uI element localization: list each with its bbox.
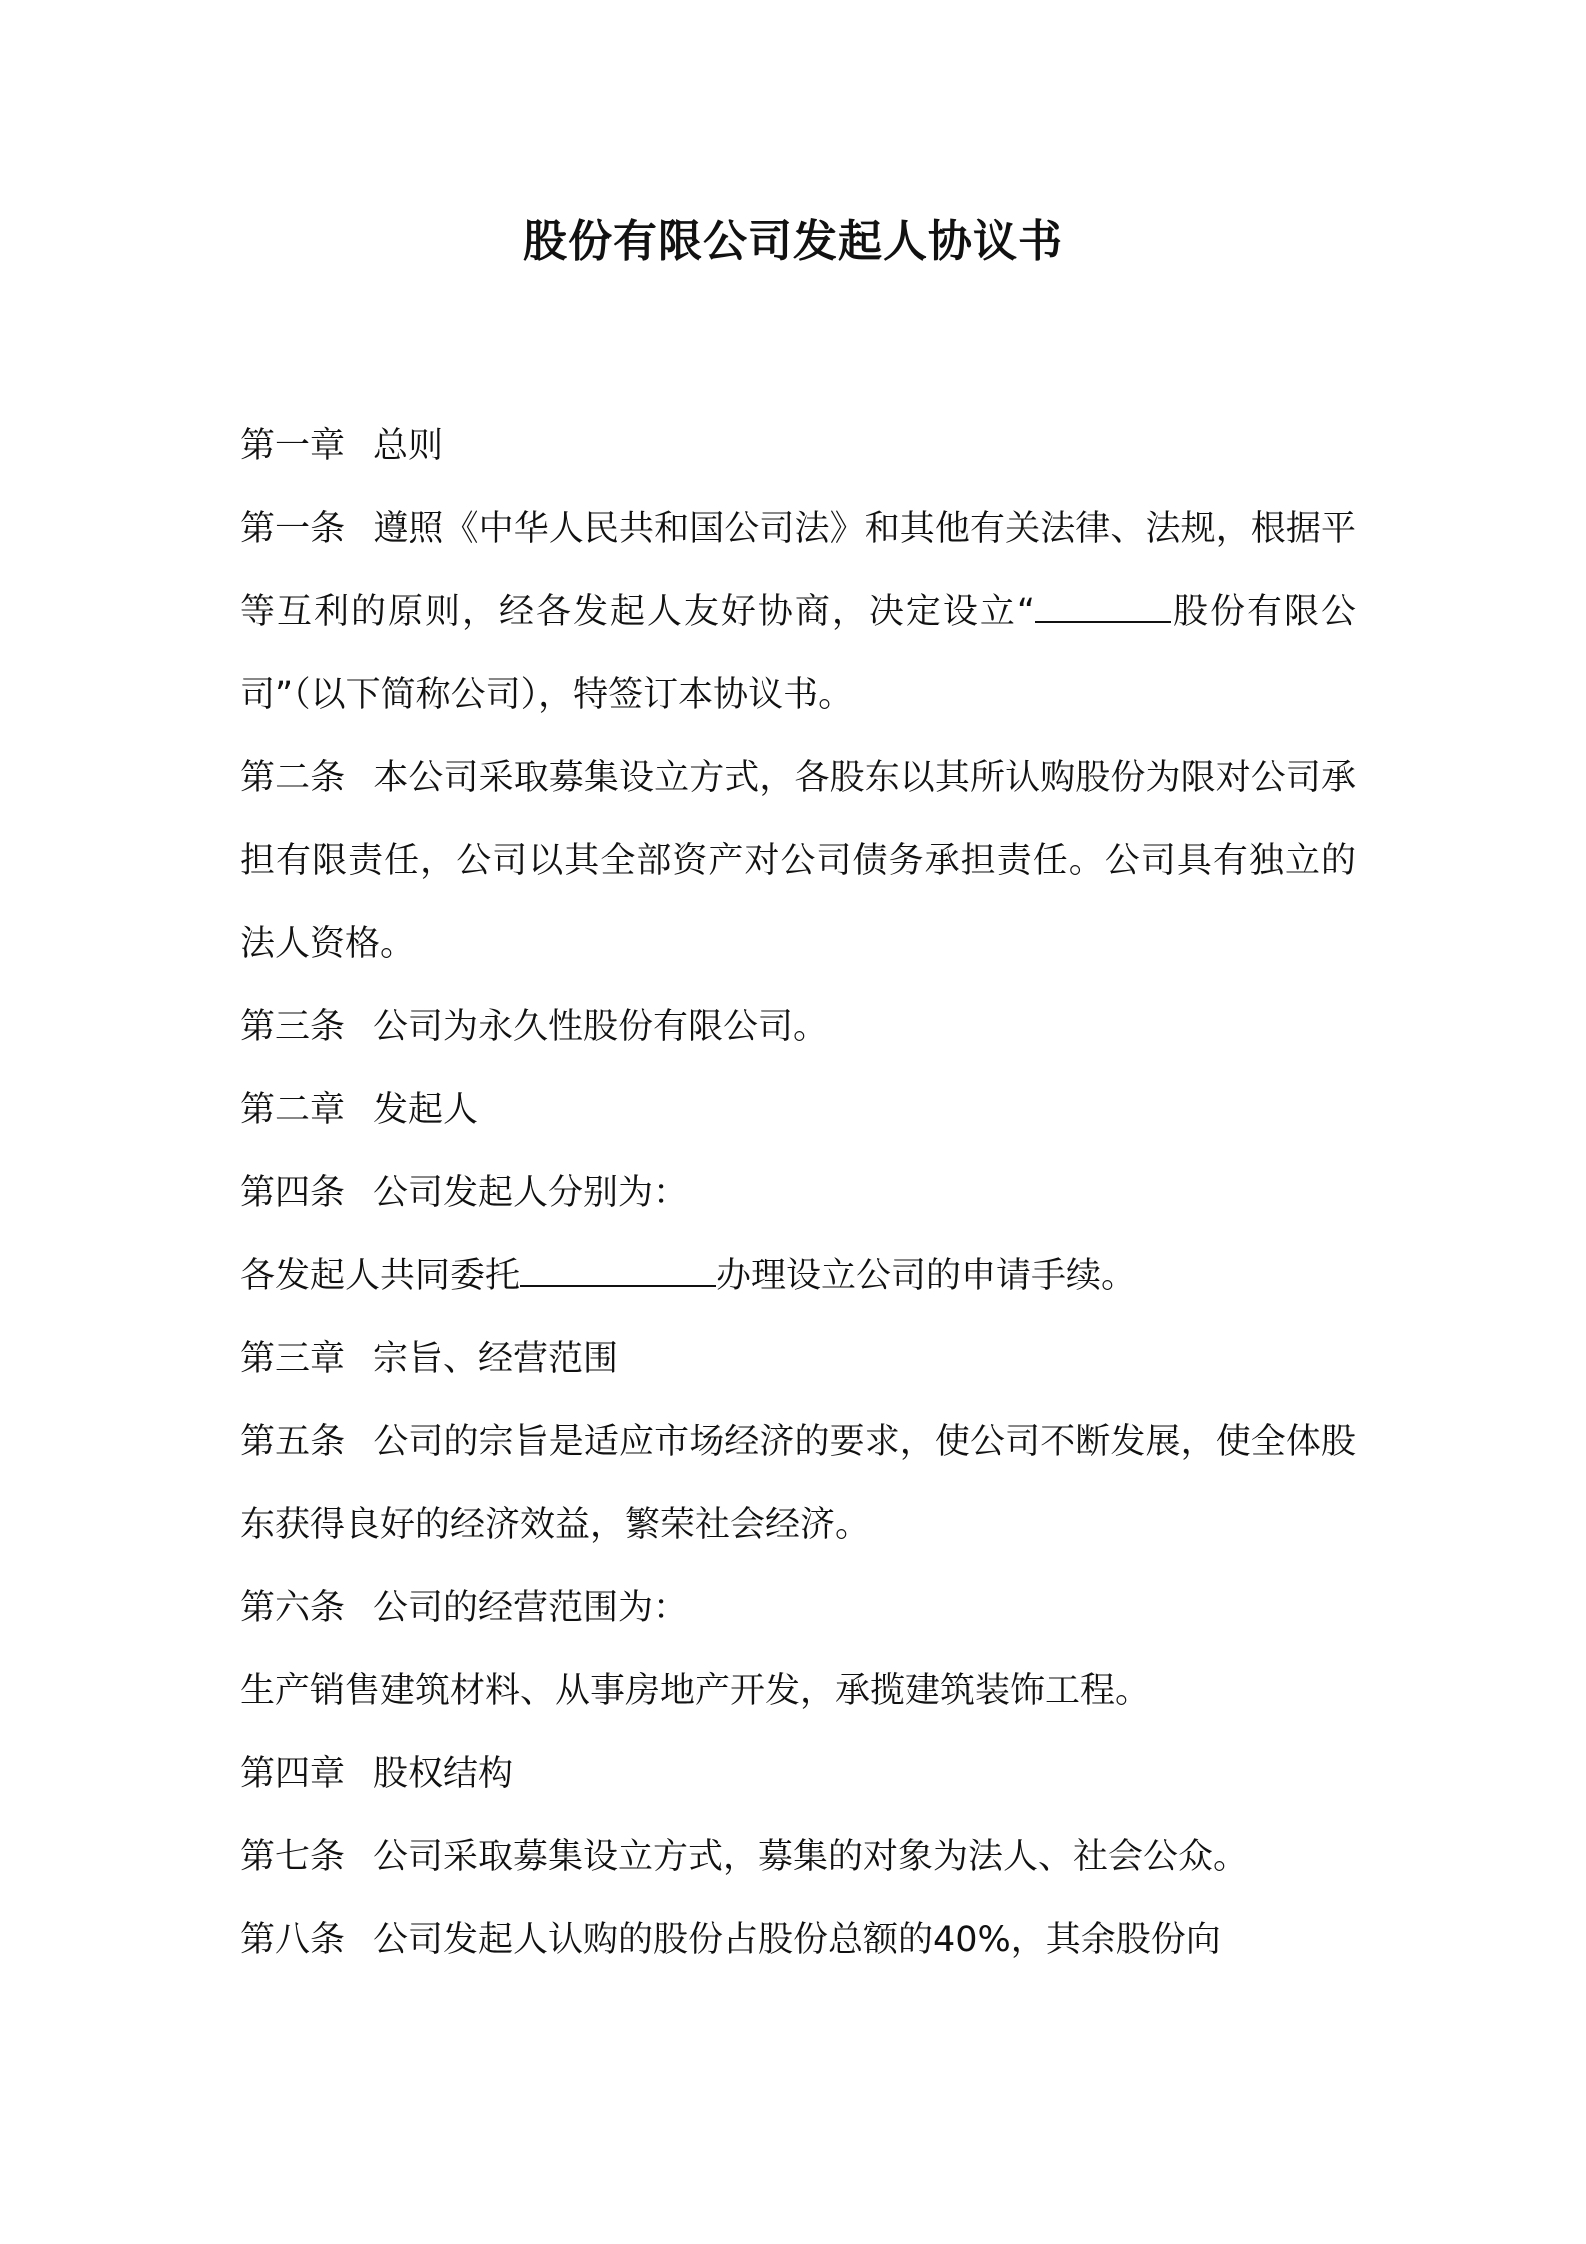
document-body bbox=[240, 405, 1356, 1982]
section-label: 第一条 bbox=[240, 509, 346, 549]
article-6 bbox=[240, 1567, 1356, 1650]
section-label: 第六条 bbox=[240, 1588, 346, 1628]
section-label: 第三条 bbox=[240, 1007, 346, 1047]
article-4 bbox=[240, 1152, 1356, 1235]
company-name-blank bbox=[1035, 587, 1171, 623]
article-8 bbox=[240, 1899, 1356, 1982]
section-label: 第一章 bbox=[240, 426, 346, 466]
section-text: 办理设立公司的申请手续。 bbox=[716, 1256, 1137, 1296]
document-title: 股份有限公司发起人协议书 bbox=[523, 216, 1063, 267]
section-text: 遵照《中华人民共和国公司法》和其他有关法律、法规，根据平等互利的原则，经各发起人友好协商，决定设立“ bbox=[240, 509, 1356, 632]
section-label: 第四章 bbox=[240, 1754, 346, 1794]
article-7 bbox=[240, 1816, 1356, 1899]
section-label: 第三章 bbox=[240, 1339, 346, 1379]
section-label: 第四条 bbox=[240, 1173, 346, 1213]
article-5 bbox=[240, 1401, 1356, 1567]
article-2 bbox=[240, 737, 1356, 986]
chapter-1-heading bbox=[240, 405, 1356, 488]
delegate-paragraph bbox=[240, 1235, 1356, 1318]
section-text: 宗旨、经营范围 bbox=[373, 1339, 619, 1379]
section-text: 公司发起人分别为： bbox=[373, 1173, 689, 1213]
section-label: 第七条 bbox=[240, 1837, 346, 1877]
chapter-3-heading bbox=[240, 1318, 1356, 1401]
chapter-2-heading bbox=[240, 1069, 1356, 1152]
section-label: 第二条 bbox=[240, 758, 346, 798]
section-label: 第八条 bbox=[240, 1920, 346, 1960]
section-text: 总则 bbox=[373, 426, 444, 466]
section-text: 公司为永久性股份有限公司。 bbox=[373, 1007, 829, 1047]
chapter-4-heading bbox=[240, 1733, 1356, 1816]
section-text: 本公司采取募集设立方式，各股东以其所认购股份为限对公司承担有限责任，公司以其全部资产对公司债务承担责任。公司具有独立的法人资格。 bbox=[240, 758, 1356, 964]
article-3 bbox=[240, 986, 1356, 1069]
section-text: 公司采取募集设立方式，募集的对象为法人、社会公众。 bbox=[373, 1837, 1249, 1877]
section-text: 公司的经营范围为： bbox=[373, 1588, 689, 1628]
delegate-name-blank bbox=[520, 1251, 716, 1287]
section-text: 股份有限公司”（以下简称公司），特签订本协议书。 bbox=[240, 592, 1356, 715]
section-label: 第二章 bbox=[240, 1090, 346, 1130]
section-text: 公司的宗旨是适应市场经济的要求，使公司不断发展，使全体股东获得良好的经济效益，繁荣社会经济。 bbox=[240, 1422, 1356, 1545]
section-text: 生产销售建筑材料、从事房地产开发，承揽建筑装饰工程。 bbox=[240, 1671, 1151, 1711]
section-text: 股权结构 bbox=[373, 1754, 514, 1794]
section-label: 第五条 bbox=[240, 1422, 346, 1462]
section-text: 公司发起人认购的股份占股份总额的40%，其余股份向 bbox=[373, 1920, 1221, 1960]
business-scope-paragraph bbox=[240, 1650, 1356, 1733]
article-1 bbox=[240, 488, 1356, 737]
section-text: 各发起人共同委托 bbox=[240, 1256, 521, 1296]
section-text: 发起人 bbox=[373, 1090, 479, 1130]
